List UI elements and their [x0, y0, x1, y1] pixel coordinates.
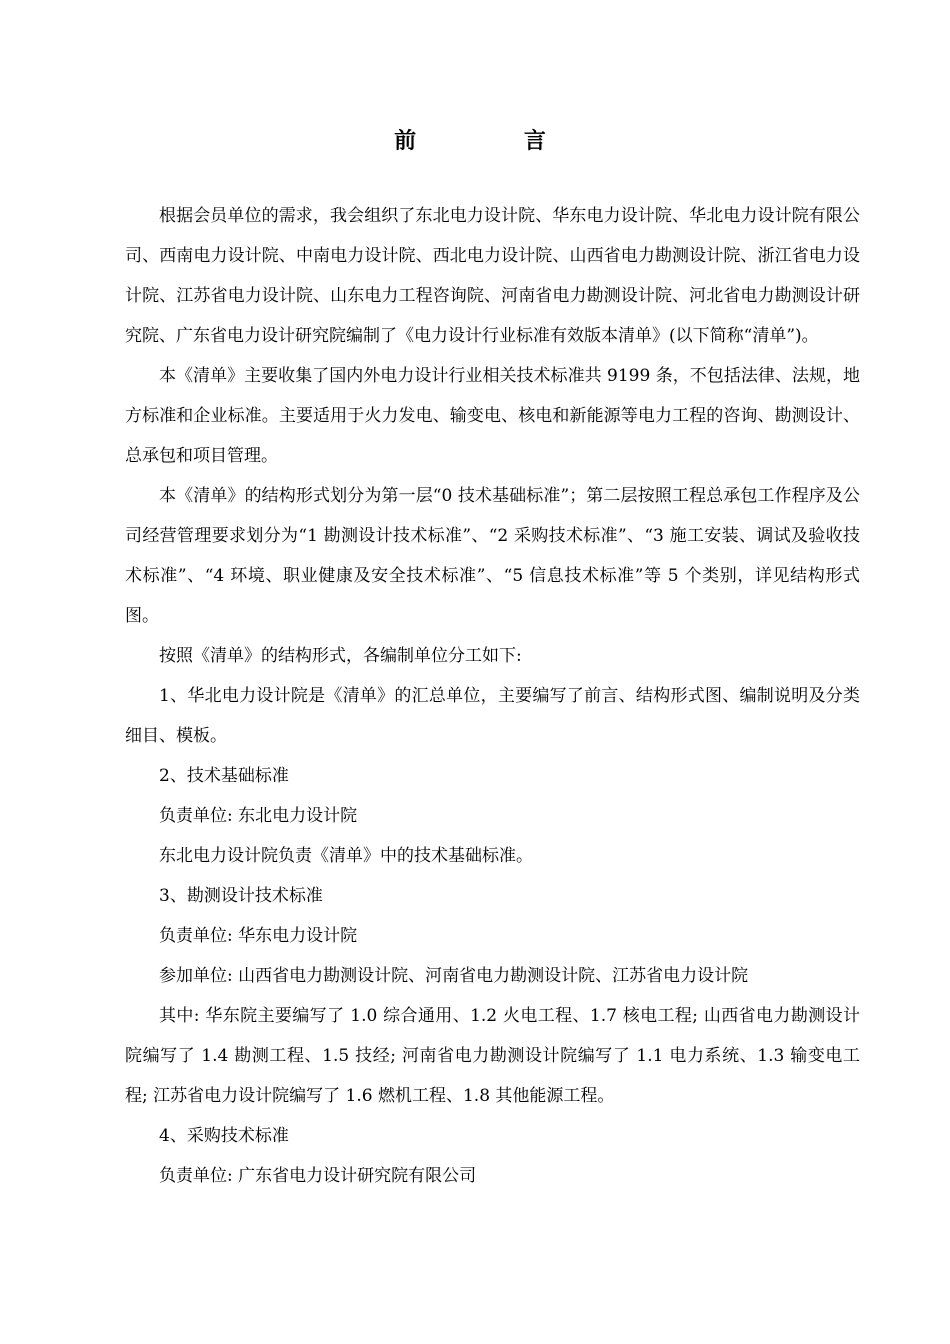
paragraph-item-3-detail: 其中: 华东院主要编写了 1.0 综合通用、1.2 火电工程、1.7 核电工程; 山西省电力勘测设计院编写了 1.4 勘测工程、1.5 技经; 河南省电力勘测设计院编写了 1.1 电力系统、1.3 输变电工程; 江苏省电力设计院编写了 1.6 燃机工程、1.8 其他能源工程。 [125, 1006, 860, 1106]
paragraph-division: 按照《清单》的结构形式，各编制单位分工如下: [159, 646, 522, 666]
paragraph-item-3-heading: 3、勘测设计技术标准 [159, 886, 323, 906]
body-text [125, 196, 860, 1196]
paragraph-intro: 根据会员单位的需求，我会组织了东北电力设计院、华东电力设计院、华北电力设计院有限公司、西南电力设计院、中南电力设计院、西北电力设计院、山西省电力勘测设计院、浙江省电力设计院、江苏省电力设计院、山东电力工程咨询院、河南省电力勘测设计院、河北省电力勘测设计研究院、广东省电力设计研究院编制了《电力设计行业标准有效版本清单》(以下简称“清单”)。 [125, 206, 860, 346]
paragraph-item-3-lead: 负责单位: 华东电力设计院 [159, 926, 358, 946]
paragraph-scope: 本《清单》主要收集了国内外电力设计行业相关技术标准共 9199 条，不包括法律、法规，地方标准和企业标准。主要适用于火力发电、输变电、核电和新能源等电力工程的咨询、勘测设计、总承包和项目管理。 [125, 366, 860, 466]
paragraph-item-4-heading: 4、采购技术标准 [159, 1126, 289, 1146]
paragraph-item-2-lead: 负责单位: 东北电力设计院 [159, 806, 358, 826]
paragraph-item-1: 1、华北电力设计院是《清单》的汇总单位，主要编写了前言、结构形式图、编制说明及分类细目、模板。 [125, 686, 860, 746]
paragraph-item-4-lead: 负责单位: 广东省电力设计研究院有限公司 [159, 1166, 477, 1186]
paragraph-item-2-detail: 东北电力设计院负责《清单》中的技术基础标准。 [159, 846, 533, 866]
paragraph-structure: 本《清单》的结构形式划分为第一层“0 技术基础标准”；第二层按照工程总承包工作程序及公司经营管理要求划分为“1 勘测设计技术标准”、“2 采购技术标准”、“3 施工安装、调试及验收技术标准”、“4 环境、职业健康及安全技术标准”、“5 信息技术标准”等 5 个类别，详见结构形式图。 [125, 486, 860, 626]
paragraph-item-2-heading: 2、技术基础标准 [159, 766, 289, 786]
paragraph-item-3-participants: 参加单位: 山西省电力勘测设计院、河南省电力勘测设计院、江苏省电力设计院 [159, 966, 749, 986]
page-title: 前 言 [394, 128, 596, 154]
